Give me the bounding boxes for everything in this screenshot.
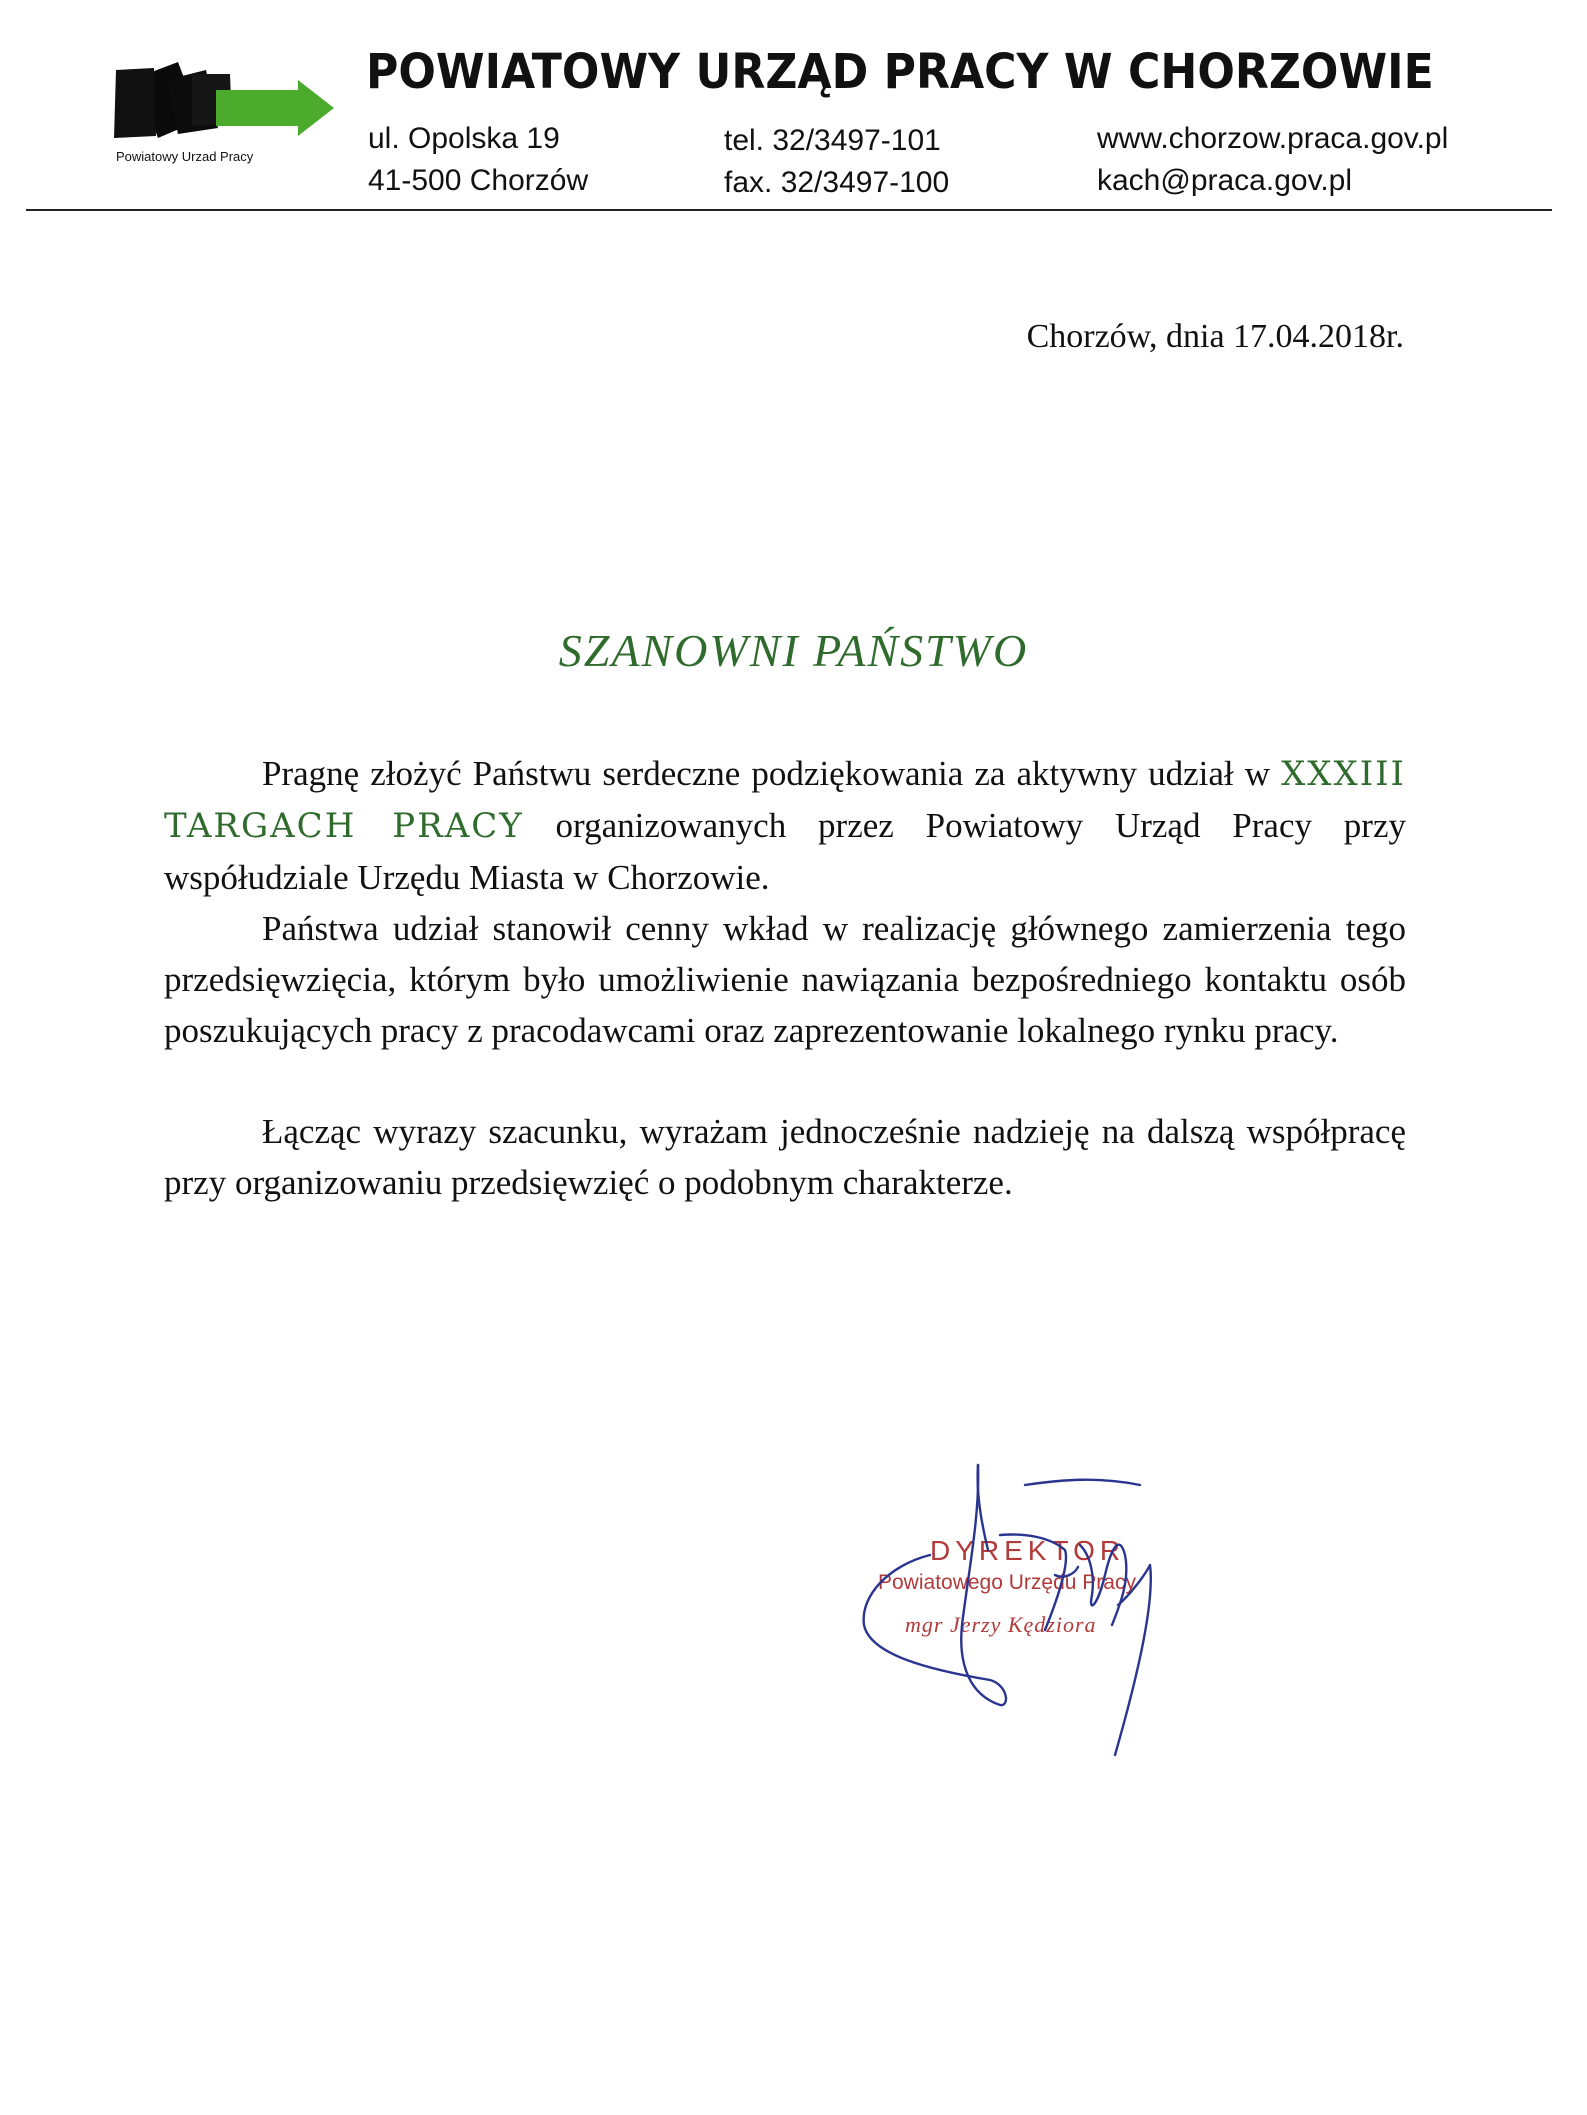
- letter-body: [164, 748, 1406, 1208]
- logo-icon: [108, 60, 338, 160]
- header-divider: [26, 209, 1552, 211]
- address-street: ul. Opolska 19: [368, 122, 560, 155]
- office-logo: [108, 60, 338, 172]
- stamp-office: Powiatowego Urzędu Pracy: [878, 1571, 1136, 1594]
- paragraph-thanks: [164, 748, 1406, 903]
- phone-number: tel. 32/3497-101: [724, 124, 941, 157]
- letterhead: [0, 0, 1587, 220]
- event-name-highlight: XXXIII TARGACH PRACY: [164, 754, 1406, 846]
- logo-caption: Powiatowy Urzad Pracy: [116, 149, 254, 164]
- email-link[interactable]: kach@praca.gov.pl: [1097, 164, 1353, 197]
- stamp-signatory-name: mgr Jerzy Kędziora: [905, 1612, 1097, 1637]
- paragraph-thanks-start: Pragnę złożyć Państwu serdeczne podziękowania za aktywny udział w: [262, 754, 1282, 793]
- website-link[interactable]: www.chorzow.praca.gov.pl: [1097, 122, 1449, 155]
- address-block: [368, 118, 588, 202]
- office-name: POWIATOWY URZĄD PRACY W CHORZOWIE: [366, 44, 1434, 100]
- letter-date: Chorzów, dnia 17.04.2018r.: [1026, 318, 1404, 355]
- phone-block: [724, 120, 949, 204]
- salutation-heading: SZANOWNI PAŃSTWO: [558, 625, 1029, 676]
- paragraph-contribution: Państwa udział stanowił cenny wkład w realizację głównego zamierzenia tego przedsięwzięcia, którym było umożliwienie nawiązania bezpośredniego kontaktu osób poszukujących pracy z pracodawcami oraz zaprezentowanie lokalnego rynku pracy.: [164, 909, 1406, 1050]
- fax-number: fax. 32/3497-100: [724, 166, 950, 199]
- signature-block: [850, 1455, 1210, 1775]
- stamp-title: DYREKTOR: [930, 1535, 1126, 1566]
- address-city: 41-500 Chorzów: [368, 164, 589, 197]
- paragraph-closing: Łącząc wyrazy szacunku, wyrażam jednocześnie nadzieję na dalszą współpracę przy organizowaniu przedsięwzięć o podobnym charakterze.: [164, 1112, 1406, 1202]
- online-contact-block: [1097, 118, 1448, 202]
- handwritten-signature: [850, 1455, 1210, 1775]
- paragraph-thanks-end: organizowanych przez Powiatowy Urząd Pracy przy współudziale Urzędu Miasta w Chorzowie.: [164, 806, 1406, 897]
